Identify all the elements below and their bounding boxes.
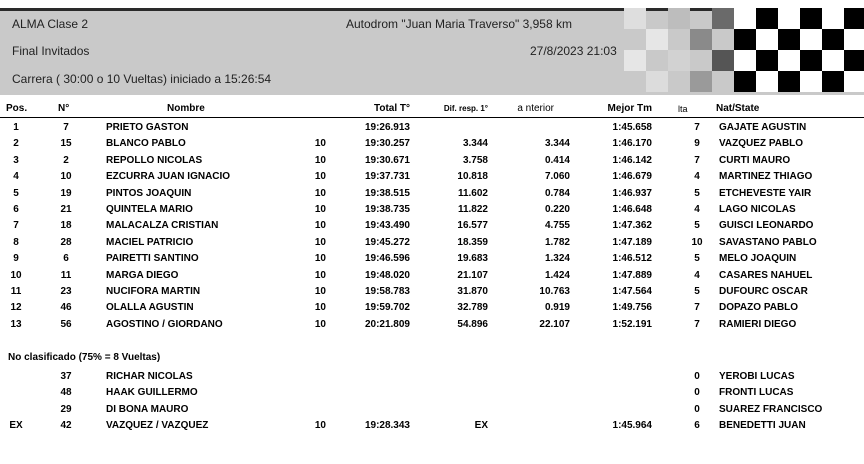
cell-dif-first: 18.359: [457, 236, 488, 248]
table-row: [0, 386, 864, 402]
not-classified-title: No clasificado (75% = 8 Vueltas): [8, 352, 161, 363]
session-title: Final Invitados: [12, 44, 90, 58]
cell-nat-state: VAZQUEZ PABLO: [719, 138, 804, 150]
cell-previous: 22.107: [539, 318, 570, 330]
cell-nat-state: SAVASTANO PABLO: [719, 236, 817, 248]
cell-previous: 3.344: [544, 138, 570, 150]
cell-nat-state: MARTINEZ THIAGO: [719, 171, 813, 183]
cell-best-lap: 10: [691, 236, 703, 248]
cell-number: 29: [60, 403, 72, 415]
cell-pos: 9: [13, 253, 19, 265]
cell-previous: 4.755: [544, 220, 570, 232]
cell-previous: 0.919: [544, 302, 570, 314]
table-header: [0, 101, 864, 118]
cell-total-time: 19:38.515: [364, 187, 410, 199]
cell-total-time: 19:38.735: [364, 204, 410, 215]
cell-laps: 10: [314, 269, 326, 281]
cell-laps: 10: [314, 253, 326, 265]
cell-best-lap: 0: [694, 403, 700, 415]
cell-dif-first: EX: [474, 420, 488, 432]
cell-pos: 11: [10, 286, 22, 297]
cell-number: 15: [60, 138, 72, 150]
cell-name: PAIRETTI SANTINO: [106, 253, 199, 265]
cell-laps: 10: [314, 420, 326, 432]
table-row: [0, 269, 864, 285]
col-name: Nombre: [167, 103, 205, 114]
cell-nat-state: ETCHEVESTE YAIR: [719, 187, 812, 199]
cell-name: EZCURRA JUAN IGNACIO: [106, 171, 231, 183]
top-strip: [0, 0, 864, 6]
cell-best-time: 1:45.964: [612, 420, 652, 432]
session-datetime: 27/8/2023 21:03: [530, 44, 617, 58]
table-row: [0, 285, 864, 301]
col-dif-first: Dif. resp. 1°: [443, 104, 488, 113]
cell-total-time: 19:37.731: [364, 171, 410, 183]
cell-best-time: 1:49.756: [612, 302, 652, 314]
cell-total-time: 19:48.020: [364, 269, 410, 281]
cell-best-time: 1:46.170: [612, 138, 652, 150]
cell-total-time: 19:46.596: [364, 253, 410, 265]
table-row: [0, 170, 864, 186]
cell-name: VAZQUEZ / VAZQUEZ: [106, 420, 209, 432]
cell-name: RICHAR NICOLAS: [106, 371, 193, 382]
cell-dif-first: 31.870: [457, 286, 488, 297]
col-nat-state: Nat/State: [716, 103, 760, 114]
cell-previous: 1.324: [544, 253, 570, 265]
cell-best-lap: 7: [694, 122, 700, 133]
cell-dif-first: 19.683: [457, 253, 488, 265]
cell-previous: 0.414: [544, 154, 570, 166]
cell-nat-state: BENEDETTI JUAN: [719, 420, 806, 432]
cell-previous: 0.784: [544, 187, 570, 199]
cell-nat-state: SUAREZ FRANCISCO: [719, 403, 823, 415]
cell-total-time: 19:45.272: [364, 236, 410, 248]
cell-total-time: 19:28.343: [364, 420, 410, 432]
cell-dif-first: 10.818: [457, 171, 488, 183]
cell-dif-first: 21.107: [457, 269, 488, 281]
cell-nat-state: GUISCI LEONARDO: [719, 220, 814, 232]
table-row: [0, 154, 864, 170]
cell-name: MARGA DIEGO: [106, 269, 179, 281]
cell-previous: 0.220: [544, 204, 570, 215]
cell-dif-first: 11.822: [457, 204, 488, 215]
cell-previous: 1.424: [544, 269, 570, 281]
cell-number: 19: [60, 187, 72, 199]
table-row: [0, 370, 864, 386]
cell-number: 42: [60, 420, 72, 432]
cell-previous: 10.763: [539, 286, 570, 297]
cell-total-time: 19:59.702: [364, 302, 410, 314]
track-name: Autodrom "Juan Maria Traverso" 3,958 km: [346, 17, 572, 31]
table-row: [0, 301, 864, 317]
cell-best-lap: 7: [694, 154, 700, 166]
table-row: [0, 318, 864, 334]
cell-pos: 1: [13, 122, 19, 133]
cell-best-lap: 0: [694, 371, 700, 382]
cell-total-time: 19:30.257: [364, 138, 410, 150]
cell-nat-state: MELO JOAQUIN: [719, 253, 797, 265]
cell-best-lap: 4: [694, 204, 700, 215]
cell-best-time: 1:47.889: [612, 269, 652, 281]
cell-dif-first: 3.758: [462, 154, 488, 166]
cell-pos: 5: [13, 187, 19, 199]
cell-best-lap: 9: [694, 138, 700, 150]
cell-best-lap: 5: [694, 187, 700, 199]
table-row: [0, 236, 864, 252]
cell-nat-state: GAJATE AGUSTIN: [719, 122, 807, 133]
table-row: [0, 137, 864, 153]
cell-pos: 8: [13, 236, 19, 248]
cell-best-lap: 0: [694, 387, 700, 399]
col-best-lap: lta: [678, 104, 688, 114]
cell-name: OLALLA AGUSTIN: [106, 302, 194, 314]
col-previous: a nterior: [517, 103, 554, 114]
cell-best-time: 1:46.512: [612, 253, 652, 265]
cell-number: 7: [63, 122, 69, 133]
table-row: [0, 403, 864, 419]
col-number: N°: [58, 103, 70, 114]
table-row: [0, 203, 864, 219]
cell-number: 46: [60, 302, 72, 314]
cell-best-time: 1:47.362: [612, 220, 652, 232]
cell-dif-first: 32.789: [457, 302, 488, 314]
cell-name: BLANCO PABLO: [106, 138, 186, 150]
cell-name: QUINTELA MARIO: [106, 204, 193, 215]
cell-name: REPOLLO NICOLAS: [106, 154, 203, 166]
cell-laps: 10: [314, 220, 326, 232]
cell-name: MALACALZA CRISTIAN: [106, 220, 219, 232]
col-pos: Pos.: [6, 103, 28, 114]
cell-best-lap: 5: [694, 286, 700, 297]
cell-name: MACIEL PATRICIO: [106, 236, 194, 248]
cell-nat-state: DOPAZO PABLO: [719, 302, 799, 314]
table-row: [0, 252, 864, 268]
cell-laps: 10: [314, 286, 326, 297]
cell-best-time: 1:46.142: [612, 154, 652, 166]
cell-best-time: 1:45.658: [612, 122, 652, 133]
cell-pos: 10: [10, 269, 22, 281]
table-row: [0, 121, 864, 137]
cell-best-lap: 4: [694, 269, 700, 281]
cell-best-lap: 7: [694, 302, 700, 314]
cell-previous: 1.782: [544, 236, 570, 248]
cell-best-lap: 6: [694, 420, 700, 432]
cell-number: 11: [60, 269, 72, 281]
cell-laps: 10: [314, 302, 326, 314]
cell-nat-state: YEROBI LUCAS: [719, 371, 795, 382]
cell-dif-first: 11.602: [457, 187, 488, 199]
cell-nat-state: LAGO NICOLAS: [719, 204, 796, 215]
cell-pos: 7: [13, 220, 19, 232]
cell-number: 2: [63, 154, 69, 166]
cell-number: 18: [60, 220, 72, 232]
cell-total-time: 19:30.671: [364, 154, 410, 166]
cell-best-lap: 5: [694, 253, 700, 265]
cell-number: 21: [60, 204, 72, 215]
cell-name: NUCIFORA MARTIN: [106, 286, 201, 297]
cell-best-time: 1:46.648: [612, 204, 652, 215]
cell-laps: 10: [314, 171, 326, 183]
cell-best-lap: 5: [694, 220, 700, 232]
cell-name: PRIETO GASTON: [106, 122, 189, 133]
cell-name: PINTOS JOAQUIN: [106, 187, 192, 199]
cell-laps: 10: [314, 138, 326, 150]
cell-best-time: 1:46.679: [612, 171, 652, 183]
cell-pos: 2: [13, 138, 19, 150]
cell-nat-state: CASARES NAHUEL: [719, 269, 813, 281]
cell-laps: 10: [314, 236, 326, 248]
cell-best-lap: 7: [694, 318, 700, 330]
cell-nat-state: RAMIERI DIEGO: [719, 318, 797, 330]
cell-best-time: 1:46.937: [612, 187, 652, 199]
checkered-flag-icon: [600, 8, 864, 92]
col-best-time: Mejor Tm: [607, 103, 652, 114]
cell-number: 56: [60, 318, 72, 330]
cell-pos: 6: [13, 204, 19, 215]
cell-previous: 7.060: [544, 171, 570, 183]
cell-name: HAAK GUILLERMO: [106, 387, 198, 399]
cell-total-time: 20:21.809: [364, 318, 410, 330]
cell-laps: 10: [314, 187, 326, 199]
cell-best-time: 1:47.189: [612, 236, 652, 248]
cell-best-time: 1:52.191: [612, 318, 652, 330]
cell-number: 6: [63, 253, 69, 265]
cell-total-time: 19:43.490: [364, 220, 410, 232]
class-title: ALMA Clase 2: [12, 17, 89, 31]
cell-total-time: 19:58.783: [364, 286, 410, 297]
race-info: Carrera ( 30:00 o 10 Vueltas) iniciado a 15:26:54: [12, 72, 272, 86]
cell-pos: EX: [9, 420, 23, 432]
table-row: [0, 419, 864, 435]
cell-laps: 10: [314, 154, 326, 166]
cell-best-lap: 4: [694, 171, 700, 183]
cell-nat-state: DUFOURC OSCAR: [719, 286, 808, 297]
cell-nat-state: FRONTI LUCAS: [719, 387, 794, 399]
cell-dif-first: 3.344: [462, 138, 488, 150]
cell-pos: 4: [13, 171, 19, 183]
cell-number: 10: [60, 171, 72, 183]
cell-pos: 12: [10, 302, 22, 314]
cell-name: AGOSTINO / GIORDANO: [106, 318, 223, 330]
cell-dif-first: 16.577: [457, 220, 488, 232]
cell-nat-state: CURTI MAURO: [719, 154, 791, 166]
table-row: [0, 187, 864, 203]
cell-best-time: 1:47.564: [612, 286, 652, 297]
cell-pos: 3: [13, 154, 19, 166]
cell-number: 48: [60, 387, 72, 399]
cell-laps: 10: [314, 204, 326, 215]
table-row: [0, 219, 864, 235]
cell-number: 37: [60, 371, 72, 382]
col-total: Total T°: [373, 103, 410, 114]
cell-number: 28: [60, 236, 72, 248]
cell-total-time: 19:26.913: [364, 122, 410, 133]
cell-dif-first: 54.896: [457, 318, 488, 330]
cell-number: 23: [60, 286, 72, 297]
cell-pos: 13: [10, 318, 22, 330]
cell-name: DI BONA MAURO: [106, 403, 189, 415]
cell-laps: 10: [314, 318, 326, 330]
